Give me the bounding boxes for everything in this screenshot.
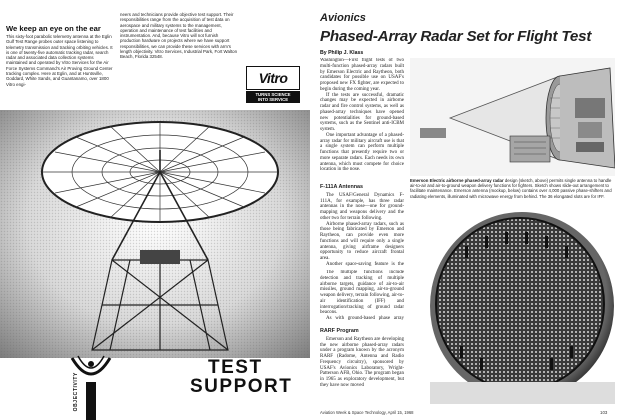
tagline-line-1: TURNS SCIENCE <box>255 91 291 97</box>
article-text-block-2 <box>320 182 404 266</box>
article-text-block-1 <box>320 58 404 174</box>
caption-lead: Emerson Electric airborne phased-array radar <box>410 178 504 183</box>
article-page <box>310 0 620 420</box>
page-footer: Aviation Week & Space Technology, April 15, 1968 <box>320 410 414 415</box>
vitro-logo: Vitro <box>246 66 300 90</box>
test-support-headline <box>190 358 292 396</box>
article-text-block-4 <box>320 326 404 408</box>
caption-body: design (sketch, above) permits single antenna to handle air-to-air and air-to-ground weapon delivery functions for fighters. Sketch shows slide-out arrangement to facilitate maintenance. Emerson antenna (mockup, below) contains over 4,000 passive phase-shifters and radiating elements, illuminated with microwave energy from behind. The 36 elongated slots are for IFF. <box>410 178 612 199</box>
paragraph: One important advantage of a phased-array radar for military aircraft use is that a single system can perform multiple functions that presently require two or more separate radars. Each needs its own antenna, which must compete for choice location in the nose. <box>320 132 404 173</box>
ad-body-column-1: This sixty-foot parabolic telemetry antenna at the Eglin Gulf Test Range probes outer space listening to telemetry transmission and tracking orbiting vehicles. It is one of twenty-five automatic tracking radar, search radar and associated data collection systems maintained and operated by Vitro Services for the Air Force Systems Command's Air Proving Ground Center tracking complex. Here at Eglin, and at Huntsville, Goddard, White Sands, and Guantanamo, over 1800 Vitro engi- <box>6 34 113 87</box>
dish-antenna-illustration <box>0 110 310 358</box>
paragraph: Airborne phased-array radars, such as those being fabricated by Emerson and Raytheon, can provide even more functions and will require only a single antenna, giving airframe designers opportunity to reduce aircraft frontal area. <box>320 221 404 261</box>
byline: By Philip J. Klass <box>320 50 364 56</box>
paragraph: The USAF/General Dynamics F-111A, for example, has three radar antennas in the nose—one for ground-mapping and weapons delivery and the other two for terrain following. <box>320 192 404 221</box>
subheading: RARF Program <box>320 328 359 334</box>
objectivity-label: OBJECTIVITY <box>73 372 79 412</box>
paragraph: Emerson and Raytheon are developing the new airborne phased-array radars under a program known by the acronym RARF (Radome, Antenna and Radio Frequency circuitry), sponsored by USAF's Avionics Laboratory, Wright-Patterson AFB, Ohio. The program began in 1965 as exploratory development, but they have now moved <box>320 336 404 388</box>
paragraph: If the tests are successful, dramatic changes may be expected in airborne radar and fire control systems, as well as phased-array techniques have opened new potentialities for ground-based systems, such as the Sentinel anti-ICBM system. <box>320 92 404 132</box>
ad-body-column-2: neers and technicians provide objective test support. Their responsibilities range from the acquisition of test data on aerospace and military systems to the management, operation and maintenance of test facilities and instrumentation. And, because Vitro will not furnish production hardware on projects where we have support responsibilities, we can provide these services with arm's length objectivity. Vitro Services, Industrial Park, Fort Walton Beach, Florida 32548. <box>120 12 238 60</box>
article-text-block-3 <box>320 270 404 322</box>
article-title: Phased-Array Radar Set for Flight Test <box>320 28 592 45</box>
paragraph: Another space-saving feature is the <box>326 261 404 266</box>
radar-cutaway-sketch <box>410 58 615 176</box>
page-number: 103 <box>600 410 608 415</box>
paragraph: Washington—First flight tests of two multi-function phased-array radars built by Emerson Electric and Raytheon, both candidates for possible use on USAF's proposed new FX fighter, are expected to begin during the coming year. <box>320 58 404 92</box>
headline-line-1: TEST <box>208 357 263 378</box>
antenna-mockup-photo <box>410 206 615 404</box>
paragraph: The multiple functions include detection and tracking of multiple airborne targets, guidance of air-to-air missiles, ground mapping, air-to-ground weapon delivery, terrain following, air-to-air identification (IFF) and interrogation/tracking of ground radar beacons. <box>320 270 404 316</box>
vitro-tagline <box>246 91 300 103</box>
section-label: Avionics <box>320 12 366 24</box>
paragraph: As with ground-based phase array <box>326 316 404 321</box>
photo-caption <box>410 178 614 199</box>
tagline-line-2: INTO SERVICE <box>257 97 289 102</box>
subheading: F-111A Antennas <box>320 184 364 190</box>
ad-heading: We keep an eye on the ear <box>6 24 101 33</box>
headline-line-2: SUPPORT <box>190 376 293 397</box>
vitro-logo-block <box>246 66 300 102</box>
